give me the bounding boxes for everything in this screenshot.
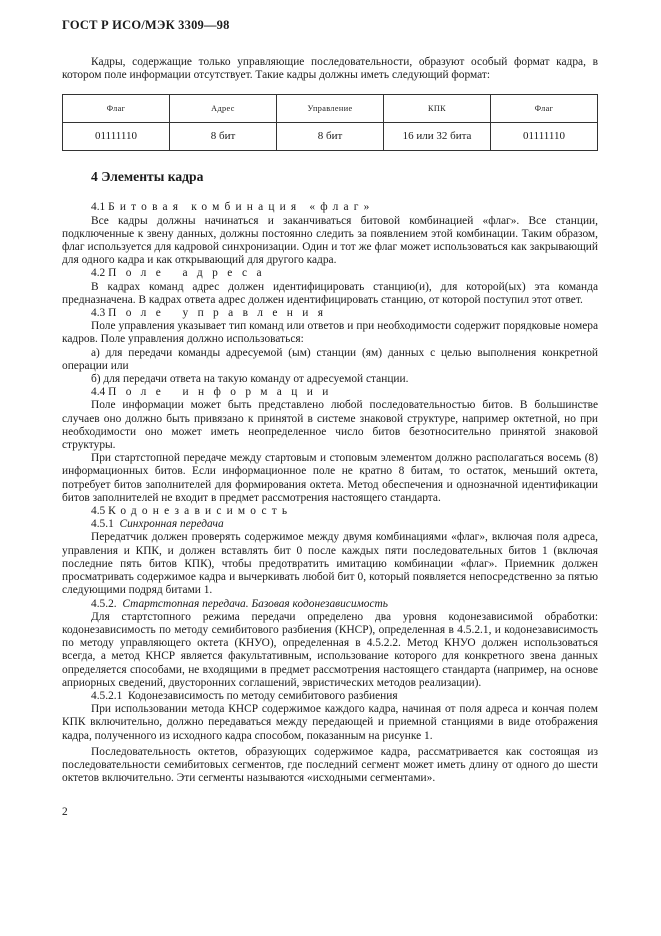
subsection-title: Поле адреса — [108, 267, 272, 280]
subsection-title: Поле информации — [108, 386, 338, 399]
page-number: 2 — [62, 806, 68, 818]
subsection-heading-4-2 — [62, 267, 598, 280]
subsection-number: 4.1 — [91, 201, 106, 214]
paragraph-4-5-2: Для стартстопного режима передачи определено два уровня кодонезависимой обработки: кодонезависимость по методу семибитового разбиения (КНСР), определенная в 4.5.2.1, и кодонезависимость по методу управляющего октета (КНУО), определенная в 4.5.2.2. Метод КНУО должен использоваться всегда, а метод КНСР является факультативным, использование которого для конкретного звена данных определяется способами, не входящими в предмет рассмотрения настоящего стандарта (например, на основе априорных сведений, двусторонних соглашений, эвристических методов реализации). — [62, 610, 598, 689]
frame-format-table — [62, 94, 598, 151]
paragraph-4-4-2: При стартстопной передаче между стартовым и стоповым элементом должно располагаться восемь (8) информационных битов. Если информационное поле не кратно 8 битам, то остаток, меньший октета, потребует битов заполнителей для формирования октета. Метод обеспечения и однозначной идентификации битов заполнителей не входит в предмет рассмотрения настоящего стандарта. — [62, 452, 598, 504]
table-header-cell: КПК — [384, 95, 491, 123]
paragraph-4-5-2-1-1: При использовании метода КНСР содержимое каждого кадра, начиная от поля адреса и кончая полем КПК включительно, должно передаваться между передающей и приемной станциями в виде отображения кадра, полученного из исходного кадра способом, показанным на рисунке 1. — [62, 703, 598, 742]
subsection-title: Кодонезависимость по методу семибитового разбиения — [128, 689, 398, 702]
subsection-title: Стартстопная передача. Базовая кодонезависимость — [122, 597, 388, 610]
paragraph-4-3: Поле управления указывает тип команд или ответов и при необходимости содержит порядковые номера кадров. Поле управления должно использоваться: — [62, 320, 598, 346]
subsection-number: 4.5.1 — [91, 518, 114, 531]
subsection-title: Поле управления — [108, 307, 333, 320]
subsection-heading-4-1 — [62, 201, 598, 214]
list-item-a: а) для передачи команды адресуемой (ым) станции (ям) данных с целью выполнения конкретной операции или — [62, 346, 598, 372]
table-cell: 16 или 32 бита — [384, 123, 491, 151]
paragraph-4-5-1: Передатчик должен проверять содержимое между двумя комбинациями «флаг», включая поля адреса, управления и КПК, и должен вставлять бит 0 после каждых пяти последовательных битов 1 (включая последние пять битов КПК), чтобы предотвратить имитацию комбинации «флаг». Приемник должен просматривать содержимое кадра и вычеркивать любой бит 0, который появляется непосредственно за пятью следующими подряд битами 1. — [62, 531, 598, 597]
table-header-cell: Адрес — [170, 95, 277, 123]
table-header-cell: Управление — [277, 95, 384, 123]
subsection-heading-4-3 — [62, 307, 598, 320]
list-item-b: б) для передачи ответа на такую команду от адресуемой станции. — [91, 373, 409, 386]
subsection-number: 4.5.2. — [91, 597, 117, 610]
table-cell: 8 бит — [170, 123, 277, 151]
table-header-cell: Флаг — [63, 95, 170, 123]
subsection-heading-4-4 — [62, 386, 598, 399]
table-cell: 8 бит — [277, 123, 384, 151]
subsection-heading-4-5-2 — [62, 598, 598, 611]
paragraph-4-2: В кадрах команд адрес должен идентифицировать станцию(и), для которой(ых) эта команда предназначена. В кадрах ответа адрес должен идентифицировать станцию, от которой поступил этот ответ. — [62, 280, 598, 306]
subsection-number: 4.3 — [91, 307, 106, 320]
subsection-number: 4.5 — [91, 505, 106, 518]
subsection-title: Синхронная передача — [119, 518, 224, 531]
paragraph-4-4-1: Поле информации может быть представлено любой последовательностью битов. В большинстве случаев оно должно быть привязано к принятой в системе знаковой структуре, например октетной, но при необходимости оно может иметь неопределенное число битов безотносительно принятой знаковой структуры. — [62, 399, 598, 452]
table-header-row — [63, 95, 598, 123]
subsection-heading-4-5-2-1 — [62, 690, 598, 703]
subsection-number: 4.2 — [91, 267, 106, 280]
table-cell: 01111110 — [63, 123, 170, 151]
paragraph-4-5-2-1-2: Последовательность октетов, образующих содержимое кадра, рассматривается как состоящая из последовательности семибитовых сегментов, где последний сегмент может иметь длину от одного до шести октетов включительно. Эти сегменты называются «исходными сегментами». — [62, 745, 598, 785]
page-content — [62, 56, 598, 785]
subsection-heading-4-5 — [62, 505, 598, 518]
table-row — [63, 123, 598, 151]
paragraph-4-1: Все кадры должны начинаться и заканчиваться битовой комбинацией «флаг». Все станции, подключенные к звену данных, должны постоянно следить за появлением этой комбинации. Таким образом, флаг используется для кадровой синхронизации. Один и тот же флаг может использоваться как закрывающий для одного кадра и как открывающий для другого кадра. — [62, 214, 598, 267]
subsection-number: 4.5.2.1 — [91, 689, 123, 702]
subsection-title: Битовая комбинация «флаг» — [108, 201, 375, 214]
standard-header: ГОСТ Р ИСО/МЭК 3309—98 — [62, 18, 230, 32]
subsection-number: 4.4 — [91, 386, 106, 399]
subsection-title: Кодонезависимость — [108, 505, 293, 518]
table-cell: 01111110 — [491, 123, 598, 151]
table-header-cell: Флаг — [491, 95, 598, 123]
section-4-title: 4 Элементы кадра — [91, 169, 204, 185]
intro-paragraph: Кадры, содержащие только управляющие последовательности, образуют особый формат кадра, в котором поле информации отсутствует. Такие кадры должны иметь следующий формат: — [62, 56, 598, 82]
subsection-heading-4-5-1 — [62, 518, 598, 531]
